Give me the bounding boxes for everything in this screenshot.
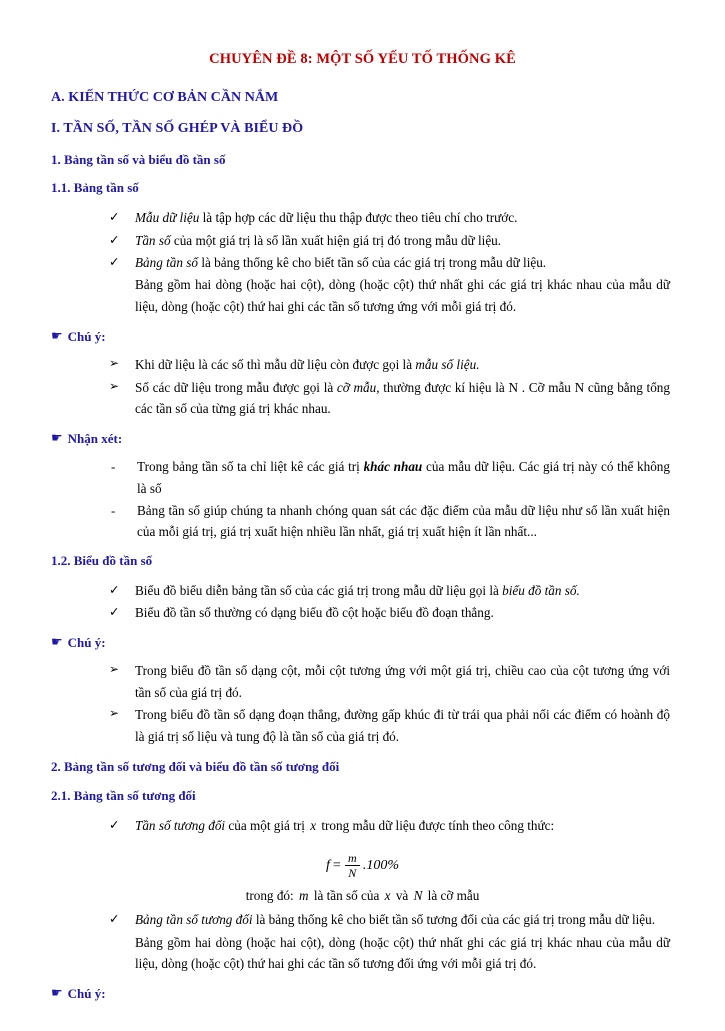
heading-section-a: A. KIẾN THỨC CƠ BẢN CẦN NẮM: [51, 90, 279, 106]
text-before-emphasis: Bảng tần số giúp chúng ta nhanh chóng quan sát các đặc điểm của mẫu dữ liệu như số lần xuất hiện của mỗi giá trị, giá trị xuất hiện nhiều lần nhất, giá trị xuất hiện ít lần nhất...: [137, 503, 670, 540]
list-item-text: [135, 909, 680, 974]
definition-text: là tập hợp các dữ liệu thu thập được theo tiêu chí cho trước.: [199, 210, 518, 226]
list-item-text: [137, 456, 680, 499]
math-variable-x: x: [310, 817, 317, 833]
term-emphasis: Bảng tần số: [135, 255, 199, 271]
definition-continuation: Bảng gồm hai dòng (hoặc hai cột), dòng (hoặc cột) thứ nhất ghi các giá trị khác nhau của mẫu dữ liệu, dòng (hoặc cột) thứ hai ghi các tần số tương đối ứng với mỗi giá trị đó.: [135, 934, 670, 971]
text-before-emphasis: Số các dữ liệu trong mẫu được gọi là: [135, 379, 337, 395]
check-icon: ✓: [109, 605, 120, 620]
heading-1: 1. Bảng tần số và biểu đồ tần số: [51, 151, 226, 167]
list-1-1-definitions: [45, 207, 680, 327]
callout-nhan-xet-1-1: [45, 429, 680, 456]
term-emphasis: Bảng tần số tương đối: [135, 912, 253, 928]
dash-bullet-icon: -: [111, 459, 116, 475]
definition-text-tail: trong mẫu dữ liệu được tính theo công thức:: [318, 817, 555, 833]
callout-chu-y-1-2: [45, 633, 680, 660]
list-item-text: [135, 252, 680, 317]
list-item: [45, 660, 680, 704]
list-item-text: [135, 230, 680, 251]
relative-frequency-formula: [326, 852, 399, 879]
term-emphasis: Tần số: [135, 232, 171, 248]
list-item: [45, 377, 680, 421]
heading-2-1: 2.1. Bảng tần số tương đối: [51, 787, 196, 803]
list-item-text: Trong biểu đồ tần số dạng đoạn thẳng, đường gấp khúc đi từ trái qua phải nối các điểm có hoành độ là giá trị số liệu và tung độ là tần số của giá trị đó.: [135, 707, 670, 744]
definition-continuation: Bảng gồm hai dòng (hoặc hai cột), dòng (hoặc cột) thứ nhất ghi các giá trị khác nhau của mẫu dữ liệu, dòng (hoặc cột) thứ hai ghi các tần số tương ứng với mỗi giá trị đó.: [135, 277, 670, 314]
pointing-hand-icon: ☛: [51, 328, 63, 344]
formula-fraction: [344, 852, 361, 879]
definition-text: của một giá trị là số lần xuất hiện giá trị đó trong mẫu dữ liệu.: [170, 232, 502, 248]
page-title: CHUYÊN ĐỀ 8: MỘT SỐ YẾU TỐ THỐNG KÊ: [209, 51, 516, 67]
list-item-text: [137, 500, 680, 543]
callout-label: Chú ý:: [67, 986, 106, 1002]
text-before-emphasis: Trong bảng tần số ta chỉ liệt kê các giá trị: [137, 459, 364, 475]
pointing-hand-icon: ☛: [51, 634, 63, 650]
list-item: [45, 500, 680, 544]
list-item-text: [135, 207, 680, 228]
formula-tail: .100%: [362, 857, 399, 873]
heading-1-2: 1.2. Biểu đồ tần số: [51, 552, 153, 568]
formula-legend: [45, 883, 680, 909]
list-item: [45, 602, 680, 624]
heading-section-i: I. TẦN SỐ, TẦN SỐ GHÉP VÀ BIỂU ĐỒ: [51, 121, 304, 137]
heading-2: 2. Bảng tần số tương đối và biểu đồ tần số tương đối: [51, 758, 340, 774]
math-variable-n: N: [413, 888, 423, 904]
pointing-hand-icon: ☛: [51, 430, 63, 446]
text-before-emphasis: Khi dữ liệu là các số thì mẫu dữ liệu còn được gọi là: [135, 357, 416, 373]
term-emphasis: biểu đồ tần số.: [502, 582, 580, 598]
list-nhan-xet-1-1: [45, 456, 680, 553]
list-1-2-definitions: [45, 580, 680, 634]
list-item-text: [135, 815, 680, 836]
legend-suffix: là cỡ mẫu: [424, 888, 480, 904]
list-item: [45, 456, 680, 500]
callout-label: Chú ý:: [67, 635, 106, 651]
check-icon: ✓: [109, 232, 120, 247]
heading-1-1: 1.1. Bảng tần số: [51, 180, 139, 196]
text-after-emphasis: của mẫu dữ liệu. Các giá trị này có thể không là số: [137, 459, 670, 496]
list-item: [45, 354, 680, 376]
definition-text: của một giá trị: [225, 817, 309, 833]
list-2-1-table-definition: [45, 909, 680, 984]
check-icon: ✓: [109, 210, 120, 225]
text-before-emphasis: Biểu đồ biểu diễn bảng tần số của các giá trị trong mẫu dữ liệu gọi là: [135, 582, 503, 598]
term-emphasis: cỡ mẫu: [336, 379, 377, 395]
pointing-hand-icon: ☛: [51, 985, 63, 1001]
check-icon: ✓: [109, 912, 120, 927]
callout-label: Nhận xét:: [67, 431, 123, 447]
dash-bullet-icon: -: [111, 503, 116, 519]
text-before-emphasis: Biểu đồ tần số thường có dạng biểu đồ cột hoặc biểu đồ đoạn thẳng.: [135, 605, 494, 621]
list-chu-y-1-1: [45, 354, 680, 429]
list-2-1-intro: [45, 815, 680, 846]
list-item: [45, 909, 680, 975]
callout-chu-y-1-1: [45, 327, 680, 354]
term-emphasis: Tần số tương đối: [135, 817, 226, 833]
callout-chu-y-2-1: [45, 984, 680, 1011]
list-item: [45, 207, 680, 229]
arrow-bullet-icon: ➢: [109, 662, 120, 677]
definition-text: là bảng thống kê cho biết tần số tương đối của các giá trị trong mẫu dữ liệu.: [252, 912, 656, 928]
math-variable-x: x: [384, 888, 391, 904]
formula-equals-sign: =: [332, 857, 341, 873]
callout-label: Chú ý:: [67, 329, 106, 345]
definition-text: là bảng thống kê cho biết tần số của các giá trị trong mẫu dữ liệu.: [198, 255, 547, 271]
arrow-bullet-icon: ➢: [109, 378, 120, 393]
list-item-text: [135, 580, 680, 601]
formula-block: [45, 846, 680, 883]
check-icon: ✓: [109, 817, 120, 832]
text-after-emphasis: , thường được kí hiệu là N . Cỡ mẫu N cũng bằng tổng các tần số của từng giá trị khác nhau.: [135, 379, 670, 416]
list-item: [45, 230, 680, 252]
arrow-bullet-icon: ➢: [109, 356, 120, 371]
list-item: [45, 815, 680, 837]
fraction-numerator: m: [347, 851, 357, 866]
fraction-denominator: N: [348, 866, 357, 881]
list-chu-y-1-2: [45, 660, 680, 757]
term-emphasis: Mẫu dữ liệu: [135, 210, 200, 226]
math-variable-m: m: [298, 888, 309, 904]
check-icon: ✓: [109, 582, 120, 597]
formula-lhs: f: [326, 857, 330, 873]
legend-mid-2: và: [392, 888, 412, 904]
arrow-bullet-icon: ➢: [109, 706, 120, 721]
list-item: [45, 704, 680, 748]
term-emphasis: mẫu số liệu.: [415, 357, 480, 373]
term-emphasis: khác nhau: [363, 459, 423, 475]
list-item: [45, 252, 680, 318]
list-item-text: [135, 354, 680, 375]
list-item: [45, 580, 680, 602]
check-icon: ✓: [109, 255, 120, 270]
list-item-text: [135, 377, 680, 420]
list-item-text: [135, 602, 680, 623]
list-item-text: Trong biểu đồ tần số dạng cột, mỗi cột tương ứng với một giá trị, chiều cao của cột tương ứng với tần số của giá trị đó.: [135, 663, 670, 700]
legend-prefix: trong đó:: [245, 888, 297, 904]
legend-mid-1: là tần số của: [310, 888, 383, 904]
